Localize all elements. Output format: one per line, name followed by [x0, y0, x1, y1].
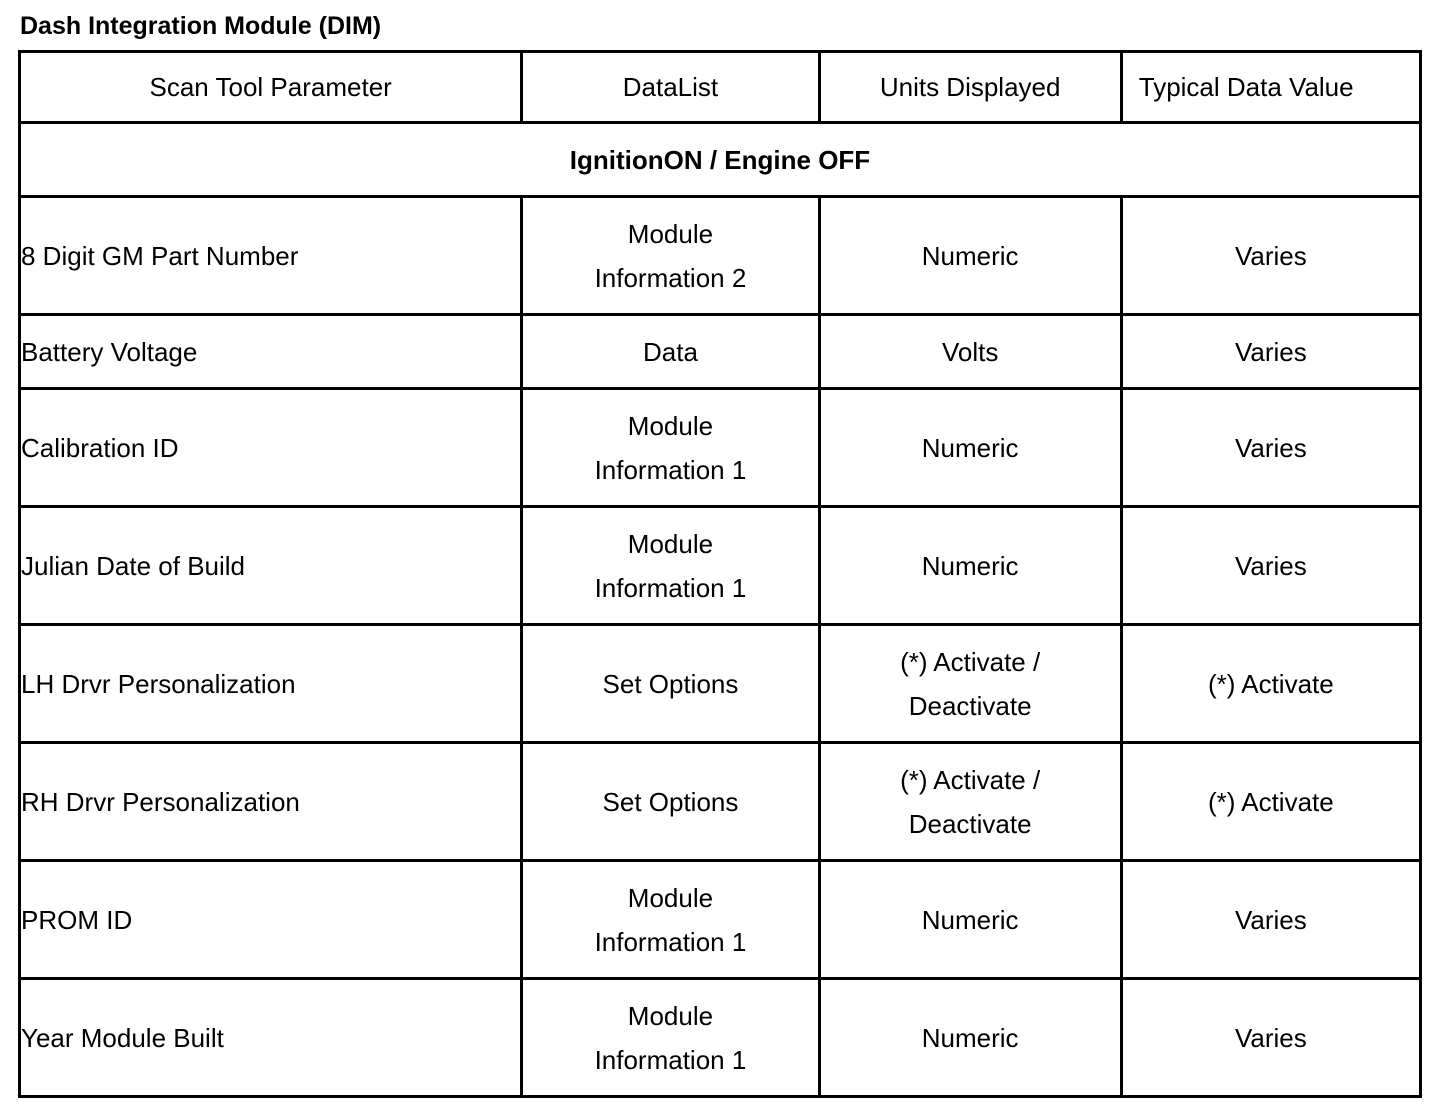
units-cell [819, 625, 1121, 743]
table-row [20, 315, 1421, 389]
datalist-line: Module [627, 528, 714, 559]
typical-cell: Varies [1121, 979, 1420, 1097]
typical-cell: Varies [1121, 861, 1420, 979]
header-datalist: DataList [522, 52, 819, 123]
datalist-line: Module [627, 1000, 714, 1031]
datalist-line: Module [627, 410, 714, 441]
header-units-displayed: Units Displayed [819, 52, 1121, 123]
table-header-row [20, 52, 1421, 123]
parameter-cell: PROM ID [20, 861, 522, 979]
typical-cell: Varies [1121, 389, 1420, 507]
units-line: Numeric [921, 1022, 1019, 1053]
datalist-line: Data [642, 336, 698, 367]
typical-cell: Varies [1121, 197, 1420, 315]
header-typical-data-value: Typical Data Value [1121, 52, 1420, 123]
table-row [20, 389, 1421, 507]
header-scan-tool-parameter: Scan Tool Parameter [20, 52, 522, 123]
datalist-cell [522, 625, 819, 743]
datalist-line: Information 1 [594, 1044, 747, 1075]
units-line: Numeric [921, 904, 1019, 935]
units-line: Numeric [921, 550, 1019, 581]
datalist-line: Module [627, 882, 714, 913]
typical-cell: Varies [1121, 507, 1420, 625]
units-line: Volts [941, 336, 999, 367]
scan-tool-data-table [18, 50, 1422, 1098]
datalist-cell [522, 979, 819, 1097]
datalist-line: Set Options [602, 668, 739, 699]
parameter-cell: Julian Date of Build [20, 507, 522, 625]
section-row [20, 123, 1421, 197]
units-cell [819, 979, 1121, 1097]
parameter-cell: Year Module Built [20, 979, 522, 1097]
section-heading: IgnitionON / Engine OFF [20, 123, 1421, 197]
typical-cell: (*) Activate [1121, 625, 1420, 743]
units-line: Numeric [921, 240, 1019, 271]
units-line: Deactivate [908, 808, 1032, 839]
table-row [20, 625, 1421, 743]
document-title: Dash Integration Module (DIM) [20, 12, 382, 40]
datalist-line: Information 1 [594, 926, 747, 957]
table-row [20, 743, 1421, 861]
parameter-cell: Battery Voltage [20, 315, 522, 389]
parameter-cell: Calibration ID [20, 389, 522, 507]
datalist-cell [522, 197, 819, 315]
units-line: Numeric [921, 432, 1019, 463]
units-cell [819, 389, 1121, 507]
parameter-cell: LH Drvr Personalization [20, 625, 522, 743]
units-cell [819, 743, 1121, 861]
datalist-cell [522, 389, 819, 507]
typical-cell: (*) Activate [1121, 743, 1420, 861]
units-line: (*) Activate / [900, 646, 1041, 677]
units-line: Deactivate [908, 690, 1032, 721]
datalist-line: Information 1 [594, 572, 747, 603]
table-row [20, 861, 1421, 979]
datalist-cell [522, 861, 819, 979]
units-line: (*) Activate / [900, 764, 1041, 795]
units-cell [819, 861, 1121, 979]
typical-cell: Varies [1121, 315, 1420, 389]
datalist-cell [522, 315, 819, 389]
units-cell [819, 197, 1121, 315]
table-row [20, 507, 1421, 625]
datalist-cell [522, 743, 819, 861]
table-row [20, 197, 1421, 315]
datalist-cell [522, 507, 819, 625]
table-row [20, 979, 1421, 1097]
parameter-cell: RH Drvr Personalization [20, 743, 522, 861]
units-cell [819, 315, 1121, 389]
datalist-line: Information 1 [594, 454, 747, 485]
datalist-line: Module [627, 218, 714, 249]
datalist-line: Information 2 [594, 262, 747, 293]
datalist-line: Set Options [602, 786, 739, 817]
units-cell [819, 507, 1121, 625]
parameter-cell: 8 Digit GM Part Number [20, 197, 522, 315]
